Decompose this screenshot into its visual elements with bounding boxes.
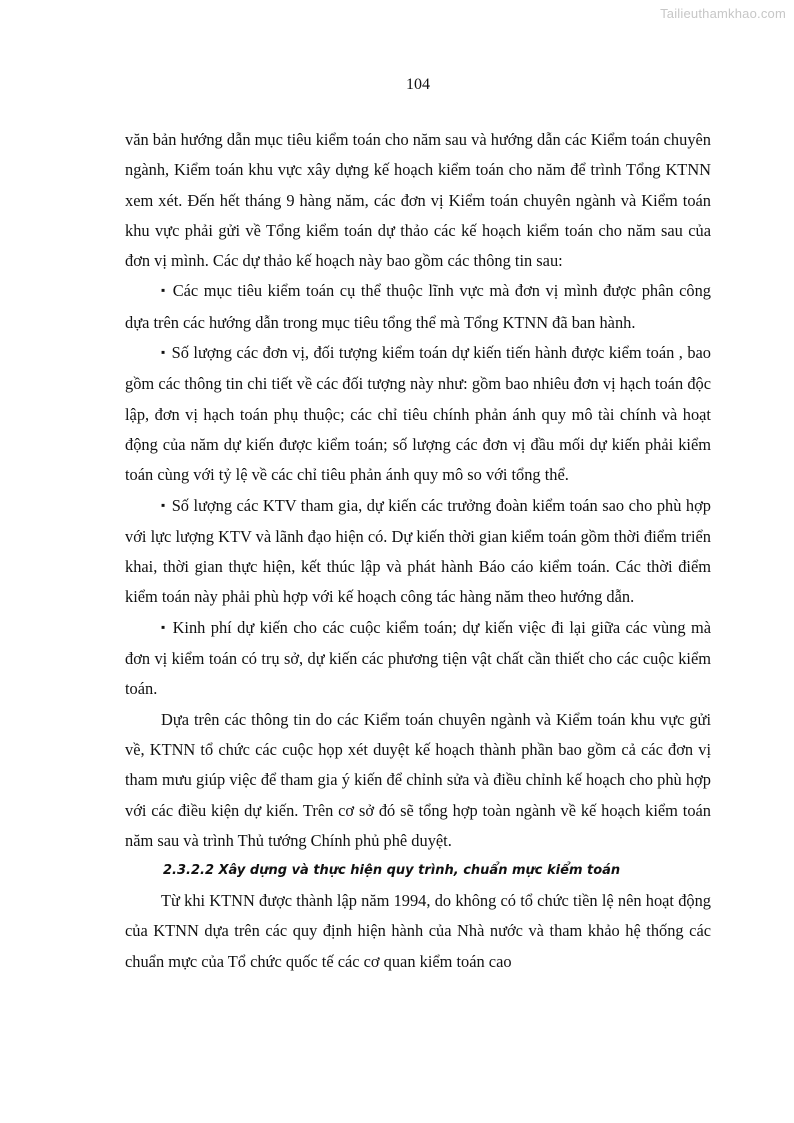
paragraph-intro: văn bản hướng dẫn mục tiêu kiểm toán cho năm sau và hướng dẫn các Kiểm toán chuyên ngành, Kiểm toán khu vực xây dựng kế hoạch kiểm toán cho năm để trình Tổng KTNN xem xét. Đến hết tháng 9 hàng năm, các đơn vị Kiểm toán chuyên ngành và Kiểm toán khu vực phải gửi về Tổng kiểm toán dự thảo các kế hoạch kiểm toán cho năm sau của đơn vị mình. Các dự thảo kế hoạch này bao gồm các thông tin sau:	[125, 130, 711, 271]
bullet-item-audit-units: ▪ Số lượng các đơn vị, đối tượng kiểm toán dự kiến tiến hành được kiểm toán , bao gồm các thông tin chi tiết về các đối tượng này như: gồm bao nhiêu đơn vị hạch toán độc lập, đơn vị hạch toán phụ thuộc; các chỉ tiêu chính phản ánh quy mô tài chính và hoạt động của năm dự kiến được kiểm toán; số lượng các đơn vị đầu mối dự kiến phải kiểm toán cùng với tỷ lệ về các chỉ tiêu phản ánh quy mô so với tổng thể.	[125, 338, 711, 490]
bullet-item-auditors: ▪ Số lượng các KTV tham gia, dự kiến các trưởng đoàn kiểm toán sao cho phù hợp với lực lượng KTV và lãnh đạo hiện có. Dự kiến thời gian kiểm toán gồm thời điểm triển khai, thời gian thực hiện, kết thúc lập và phát hành Báo cáo kiểm toán. Các thời điểm kiểm toán này phải phù hợp với kế hoạch công tác hàng năm theo hướng dẫn.	[125, 491, 711, 613]
bullet-item-objectives: ▪ Các mục tiêu kiểm toán cụ thể thuộc lĩnh vực mà đơn vị mình được phân công dựa trên các hướng dẫn trong mục tiêu tổng thể mà Tổng KTNN đã ban hành.	[125, 276, 711, 338]
page-number: 104	[406, 76, 430, 93]
watermark: Tailieuthamkhao.com	[660, 6, 786, 21]
document-body	[125, 125, 711, 977]
paragraph-history: Từ khi KTNN được thành lập năm 1994, do không có tổ chức tiền lệ nên hoạt động của KTNN dựa trên các quy định hiện hành của Nhà nước và tham khảo hệ thống các chuẩn mực của Tổ chức quốc tế các cơ quan kiểm toán cao	[125, 891, 711, 971]
section-heading: 2.3.2.2 Xây dựng và thực hiện quy trình, chuẩn mực kiểm toán	[163, 863, 621, 879]
paragraph-review: Dựa trên các thông tin do các Kiểm toán chuyên ngành và Kiểm toán khu vực gửi về, KTNN tổ chức các cuộc họp xét duyệt kế hoạch thành phần bao gồm cả các đơn vị tham mưu giúp việc để tham gia ý kiến để chỉnh sửa và điều chỉnh kế hoạch cho phù hợp với các điều kiện dự kiến. Trên cơ sở đó sẽ tổng hợp toàn ngành về kế hoạch kiểm toán năm sau và trình Thủ tướng Chính phủ phê duyệt.	[125, 709, 711, 850]
bullet-item-budget: ▪ Kinh phí dự kiến cho các cuộc kiểm toán; dự kiến việc đi lại giữa các vùng mà đơn vị kiểm toán có trụ sở, dự kiến các phương tiện vật chất cần thiết cho các cuộc kiểm toán.	[125, 613, 711, 705]
